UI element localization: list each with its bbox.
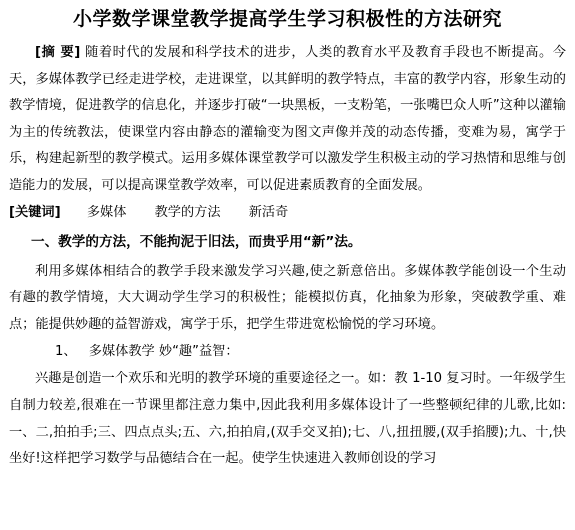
keywords-line bbox=[9, 200, 566, 225]
abstract-text: 随着时代的发展和科学技术的进步，人类的教育水平及教育手段也不断提高。今天，多媒体教学已经走进学校，走进课堂，以其鲜明的教学特点，丰富的教学内容，形象生动的教学情境，促进教学的信息化，并逐步打破“一块黑板，一支粉笔，一张嘴巴众人听”这种以灌输为主的传统教法，使课堂内容由静态的灌输变为图文声像并茂的动态传播，变难为易，寓学于乐，构建起新型的教学模式。运用多媒体课堂教学可以激发学生积极主动的学习热情和思维与创造能力的发展，可以提高课堂教学效率，可以促进素质教育的全面发展。 bbox=[9, 45, 566, 193]
section-paragraph: 利用多媒体相结合的教学手段来激发学习兴趣,使之新意倍出。多媒体教学能创设一个生动有趣的教学情境，大大调动学生学习的积极性；能模拟仿真，化抽象为形象，突破教学重、难点；能提供妙趣的益智游戏，寓学于乐，把学生带进宽松愉悦的学习环境。 bbox=[9, 263, 566, 332]
keywords-label: [关键词] bbox=[9, 204, 61, 220]
subsection-number: 1、 bbox=[55, 344, 77, 360]
keyword-item: 教学的方法 bbox=[154, 204, 221, 220]
keyword-item: 新活奇 bbox=[248, 204, 289, 220]
page-title: 小学数学课堂教学提高学生学习积极性的方法研究 bbox=[72, 8, 502, 30]
abstract-paragraph bbox=[9, 40, 566, 200]
keyword-item: 多媒体 bbox=[86, 204, 127, 220]
subsection-heading bbox=[9, 338, 566, 366]
section-heading: 一、教学的方法，不能拘泥于旧法，而贵乎用“新”法。 bbox=[31, 233, 362, 250]
subsection-title: 多媒体教学 妙“趣”益智： bbox=[88, 344, 239, 360]
abstract-label: [摘 要] bbox=[35, 45, 81, 60]
subsection-paragraph: 兴趣是创造一个欢乐和光明的教学环境的重要途径之一。如：教 1-10 复习时。一年级学生自制力较差,很难在一节课里都注意力集中,因此我利用多媒体设计了一些整顿纪律的儿歌,比如:一、二,拍拍手;三、四点点头;五、六,拍拍肩,(双手交叉拍);七、八,扭扭腰,(双手掐腰);九、十,快坐好!这样把学习数学与品德结合在一起。使学生快速进入教师创设的学习 bbox=[9, 371, 567, 467]
